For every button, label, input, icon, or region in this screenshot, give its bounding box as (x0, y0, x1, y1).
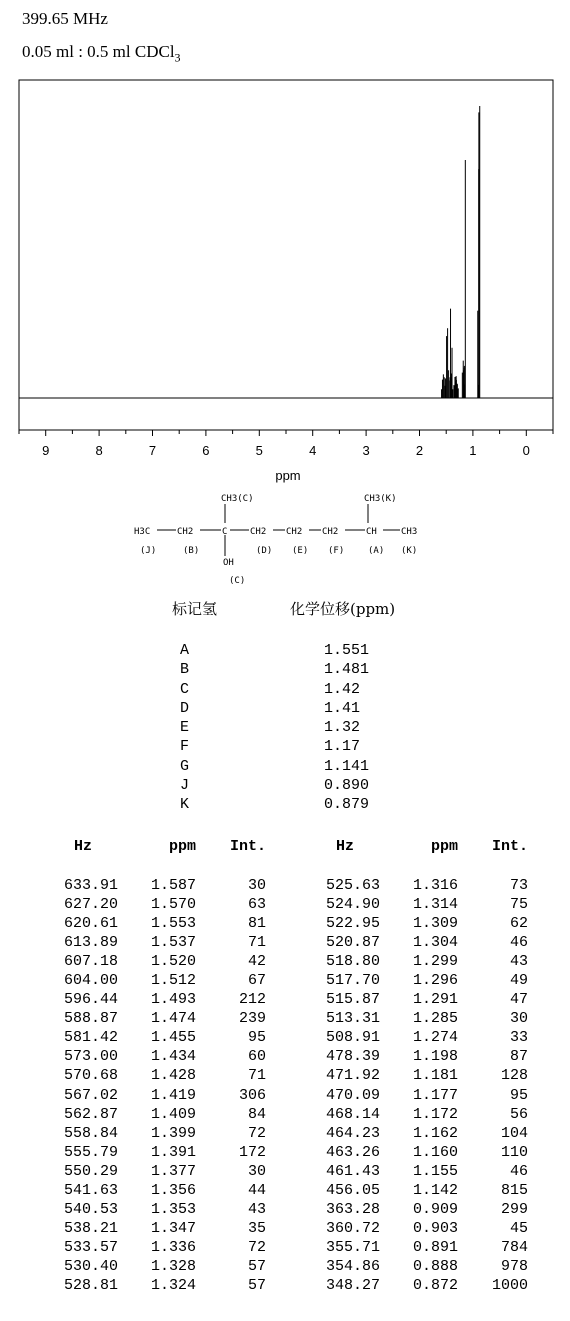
peak-table-cell: 461.43 (325, 1162, 380, 1180)
peak-table-cell: 1.512 (150, 972, 196, 990)
struct-oh: OH (223, 558, 234, 568)
peak-table-cell: 1.570 (150, 896, 196, 914)
peak-table-row (310, 1162, 528, 1181)
peak-table-cell: 0.888 (412, 1257, 458, 1275)
peak-table-cell: 570.68 (63, 1067, 118, 1085)
peak-table-row (310, 990, 528, 1009)
shift-row (180, 737, 369, 756)
solvent-subscript: 3 (174, 50, 181, 65)
peak-table-cell: 46 (509, 934, 528, 952)
peak-table-cell: 478.39 (325, 1048, 380, 1066)
peak-table-cell: 172 (238, 1143, 266, 1161)
x-tick-label: 6 (202, 443, 210, 458)
peak-table-cell: 49 (509, 972, 528, 990)
struct-ch3-k: CH3(K) (364, 494, 397, 504)
shift-row-value: 1.42 (324, 680, 361, 698)
struct-label-b: (B) (183, 546, 200, 556)
peak-table-cell: 360.72 (325, 1219, 380, 1237)
peak-table-right (310, 838, 528, 1295)
shift-row-label: J (180, 777, 190, 795)
peak-table-cell: 73 (509, 877, 528, 894)
struct-atom-8: CH3 (401, 527, 418, 537)
peak-table-row (48, 952, 266, 971)
peak-table-cell: 1.493 (150, 991, 196, 1009)
peak-table-cell: 464.23 (325, 1124, 380, 1142)
peak-table-cell: 1000 (491, 1276, 528, 1294)
peak-table-cell: 42 (247, 953, 266, 971)
peak-table-row (310, 1200, 528, 1219)
peak-table-row (310, 933, 528, 952)
shift-row-value: 0.890 (324, 777, 370, 795)
nmr-spectrum-chart (0, 0, 570, 490)
peak-table-cell: 471.92 (325, 1067, 380, 1085)
peak-table-row (48, 1162, 266, 1181)
peak-table-cell: 1.296 (412, 972, 458, 990)
peak-table-row (48, 1276, 266, 1295)
peak-table-cell: 1.356 (150, 1181, 196, 1199)
shift-row (180, 680, 369, 699)
peak-table-row (310, 1009, 528, 1028)
peak-table-cell: 30 (247, 877, 266, 894)
peak-table-cell: 1.537 (150, 934, 196, 952)
peak-table-row (48, 876, 266, 895)
peak-table-cell: 528.81 (63, 1276, 118, 1294)
struct-atom-5: CH2 (286, 527, 303, 537)
peak-table-cell: 1.434 (150, 1048, 196, 1066)
peak-table-row (310, 1181, 528, 1200)
shift-row-value: 1.41 (324, 699, 361, 717)
peak-table-header (48, 838, 266, 876)
shift-row (180, 699, 369, 718)
x-tick-label: 9 (42, 443, 50, 458)
peak-table-row (48, 1066, 266, 1085)
peak-table-header-cell: Hz (73, 838, 92, 855)
peak-table-cell: 1.353 (150, 1200, 196, 1218)
peak-table-row (310, 1143, 528, 1162)
x-tick-label: 7 (148, 443, 157, 458)
peak-table-cell: 522.95 (325, 915, 380, 933)
peak-table-cell: 515.87 (325, 991, 380, 1009)
peak-table-cell: 1.172 (412, 1105, 458, 1123)
peak-table-cell: 355.71 (325, 1238, 380, 1256)
peak-table-cell: 1.309 (412, 915, 458, 933)
peak-table-cell: 1.177 (412, 1086, 458, 1104)
peak-table-row (48, 1238, 266, 1257)
peak-table-cell: 95 (509, 1086, 528, 1104)
peak-table-left (48, 838, 266, 1295)
peak-table-cell: 57 (247, 1276, 266, 1294)
peak-table-cell: 533.57 (63, 1238, 118, 1256)
peak-table-cell: 530.40 (63, 1257, 118, 1275)
struct-atom-3: C (222, 527, 228, 537)
peak-table-cell: 1.285 (412, 1010, 458, 1028)
x-tick-label: 0 (522, 443, 530, 458)
peak-table-cell: 67 (247, 972, 266, 990)
shift-row-label: G (180, 757, 190, 775)
peak-table-cell: 46 (509, 1162, 528, 1180)
peak-table-cell: 1.155 (412, 1162, 458, 1180)
peak-table-row (310, 1066, 528, 1085)
peak-table-row (48, 971, 266, 990)
peak-table-cell: 1.377 (150, 1162, 196, 1180)
peak-table-cell: 72 (247, 1238, 266, 1256)
peak-table-cell: 56 (509, 1105, 528, 1123)
peak-table-cell: 1.274 (412, 1029, 458, 1047)
peak-table-cell: 47 (509, 991, 528, 1009)
peak-table-row (310, 971, 528, 990)
peak-table-cell: 33 (509, 1029, 528, 1047)
peak-table-cell: 468.14 (325, 1105, 380, 1123)
shift-row-label: K (180, 796, 190, 814)
peak-table-cell: 470.09 (325, 1086, 380, 1104)
peak-table-row (310, 876, 528, 895)
peak-table-row (48, 1181, 266, 1200)
shift-list (180, 641, 369, 815)
shift-row-value: 1.551 (324, 642, 370, 659)
shift-row (180, 718, 369, 737)
peak-table-row (48, 1124, 266, 1143)
peak-table-row (310, 895, 528, 914)
peak-table-cell: 620.61 (63, 915, 118, 933)
peak-table-row (310, 1047, 528, 1066)
peak-table-cell: 348.27 (325, 1276, 380, 1294)
peak-table-header-cell: ppm (168, 838, 196, 855)
peak-table-cell: 1.299 (412, 953, 458, 971)
peak-table-row (48, 1105, 266, 1124)
peak-table-cell: 0.872 (412, 1276, 458, 1294)
peak-table-cell: 815 (500, 1181, 528, 1199)
peak-table-row (48, 1200, 266, 1219)
peak-table-cell: 573.00 (63, 1048, 118, 1066)
shift-row (180, 641, 369, 660)
peak-table-cell: 306 (238, 1086, 266, 1104)
peak-table-row (48, 1257, 266, 1276)
shift-row-value: 0.879 (324, 796, 370, 814)
peak-table-cell: 513.31 (325, 1010, 380, 1028)
peak-table-cell: 524.90 (325, 896, 380, 914)
struct-label-j: (J) (140, 546, 157, 556)
peak-table-cell: 1.419 (150, 1086, 196, 1104)
peak-table-header (310, 838, 528, 876)
x-tick-label: 4 (309, 443, 317, 458)
struct-label-f: (F) (328, 546, 345, 556)
peak-table-cell: 71 (247, 1067, 266, 1085)
x-tick-label: 5 (255, 443, 263, 458)
peak-table-cell: 43 (509, 953, 528, 971)
peak-table-cell: 1.399 (150, 1124, 196, 1142)
peak-table-cell: 555.79 (63, 1143, 118, 1161)
peak-table-cell: 613.89 (63, 934, 118, 952)
peak-table-cell: 239 (238, 1010, 266, 1028)
peak-table-cell: 35 (247, 1219, 266, 1237)
peak-table-row (48, 1009, 266, 1028)
struct-label-e: (E) (292, 546, 309, 556)
peak-table-cell: 1.198 (412, 1048, 458, 1066)
shift-row-label: F (180, 738, 190, 756)
peak-table-cell: 95 (247, 1029, 266, 1047)
peak-table-row (310, 1028, 528, 1047)
peak-table-cell: 212 (238, 991, 266, 1009)
peak-table-cell: 71 (247, 934, 266, 952)
peak-table-cell: 72 (247, 1124, 266, 1142)
peak-table-cell: 1.428 (150, 1067, 196, 1085)
peak-table-row (310, 1238, 528, 1257)
peak-table-cell: 81 (247, 915, 266, 933)
peak-table-cell: 1.160 (412, 1143, 458, 1161)
peak-table-cell: 627.20 (63, 896, 118, 914)
peak-table-row (310, 1257, 528, 1276)
peak-table-cell: 508.91 (325, 1029, 380, 1047)
peak-table-cell: 1.347 (150, 1219, 196, 1237)
peak-table-cell: 581.42 (63, 1029, 118, 1047)
peak-table-cell: 63 (247, 896, 266, 914)
peak-table-cell: 607.18 (63, 953, 118, 971)
x-axis-label: ppm (275, 468, 301, 483)
struct-atom-6: CH2 (322, 527, 339, 537)
x-tick-label: 8 (95, 443, 103, 458)
peak-table-cell: 567.02 (63, 1086, 118, 1104)
peak-table-cell: 558.84 (63, 1124, 118, 1142)
peak-table-cell: 518.80 (325, 953, 380, 971)
peak-table-row (310, 1219, 528, 1238)
x-tick-label: 1 (469, 443, 477, 458)
shift-row-label: C (180, 680, 190, 698)
solvent-text: 0.05 ml : 0.5 ml CDCl (22, 42, 175, 61)
peak-table-cell: 538.21 (63, 1219, 118, 1237)
peak-table-cell: 520.87 (325, 934, 380, 952)
peak-table-cell: 1.336 (150, 1238, 196, 1256)
peak-table-row (48, 1028, 266, 1047)
peak-table-cell: 588.87 (63, 1010, 118, 1028)
struct-atom-4: CH2 (250, 527, 267, 537)
peak-table-cell: 463.26 (325, 1143, 380, 1161)
peak-table-cell: 1.316 (412, 877, 458, 894)
peak-table-cell: 0.891 (412, 1238, 458, 1256)
peak-table-cell: 1.587 (150, 877, 196, 894)
peak-table-cell: 84 (247, 1105, 266, 1123)
struct-atom-7: CH (366, 527, 377, 537)
x-tick-label: 3 (362, 443, 370, 458)
peak-table-cell: 104 (500, 1124, 528, 1142)
shift-row (180, 660, 369, 679)
peak-table-cell: 87 (509, 1048, 528, 1066)
peak-table-header-cell: Hz (335, 838, 354, 855)
peak-table-cell: 62 (509, 915, 528, 933)
peak-table-cell: 363.28 (325, 1200, 380, 1218)
peak-table-row (48, 1047, 266, 1066)
spectrometer-frequency: 399.65 MHz (22, 9, 108, 28)
peak-table-cell: 60 (247, 1048, 266, 1066)
peak-table-cell: 562.87 (63, 1105, 118, 1123)
struct-oh-label: (C) (229, 576, 246, 586)
peak-table-cell: 30 (247, 1162, 266, 1180)
peak-table-cell: 1.553 (150, 915, 196, 933)
peak-table-cell: 299 (500, 1200, 528, 1218)
shift-row-value: 1.17 (324, 738, 361, 756)
peak-table-cell: 75 (509, 896, 528, 914)
peak-table-cell: 1.391 (150, 1143, 196, 1161)
shift-header-ppm: 化学位移(ppm) (290, 600, 396, 618)
shift-row-value: 1.32 (324, 719, 361, 737)
peak-table-cell: 43 (247, 1200, 266, 1218)
peak-table-row (310, 1105, 528, 1124)
peak-table-cell: 110 (500, 1143, 528, 1161)
peak-table-cell: 1.324 (150, 1276, 196, 1294)
peak-table-cell: 604.00 (63, 972, 118, 990)
peak-table-cell: 1.142 (412, 1181, 458, 1199)
shift-header-label: 标记氢 (172, 600, 218, 618)
peak-table-cell: 45 (509, 1219, 528, 1237)
struct-atom-1: H3C (134, 527, 151, 537)
peak-table-cell: 1.474 (150, 1010, 196, 1028)
peak-table-cell: 1.520 (150, 953, 196, 971)
peak-table-cell: 1.304 (412, 934, 458, 952)
peak-table-cell: 1.314 (412, 896, 458, 914)
peak-table-row (310, 1276, 528, 1295)
peak-table-row (48, 895, 266, 914)
peak-table-header-cell: Int. (229, 838, 266, 855)
peak-table-cell: 1.291 (412, 991, 458, 1009)
peak-table-cell: 978 (500, 1257, 528, 1275)
peak-table-row (310, 914, 528, 933)
shift-row (180, 757, 369, 776)
shift-row-value: 1.141 (324, 757, 370, 775)
peak-table-row (48, 990, 266, 1009)
peak-table-row (310, 952, 528, 971)
shift-row (180, 776, 369, 795)
shift-row (180, 795, 369, 814)
struct-ch3-c: CH3(C) (221, 494, 254, 504)
peak-table-row (48, 1143, 266, 1162)
peak-table-cell: 1.181 (412, 1067, 458, 1085)
struct-atom-2: CH2 (177, 527, 194, 537)
peak-table-cell: 456.05 (325, 1181, 380, 1199)
peak-table-cell: 525.63 (325, 877, 380, 894)
molecule-structure (0, 485, 570, 590)
plot-frame (19, 80, 553, 430)
peak-table-cell: 596.44 (63, 991, 118, 1009)
struct-label-a: (A) (368, 546, 385, 556)
peak-table-cell: 541.63 (63, 1181, 118, 1199)
shift-row-label: D (180, 699, 190, 717)
peak-table-cell: 784 (500, 1238, 528, 1256)
peak-table-header-cell: ppm (430, 838, 458, 855)
peak-table-cell: 44 (247, 1181, 266, 1199)
peak-table-cell: 540.53 (63, 1200, 118, 1218)
peak-table-cell: 1.455 (150, 1029, 196, 1047)
peak-table-cell: 57 (247, 1257, 266, 1275)
peak-table-header-cell: Int. (491, 838, 528, 855)
peak-table-cell: 1.409 (150, 1105, 196, 1123)
peak-table-cell: 550.29 (63, 1162, 118, 1180)
struct-label-d: (D) (256, 546, 273, 556)
peak-table-cell: 0.909 (412, 1200, 458, 1218)
peak-table-cell: 517.70 (325, 972, 380, 990)
peak-table-cell: 128 (500, 1067, 528, 1085)
peak-table-row (48, 914, 266, 933)
shift-row-label: A (180, 642, 190, 659)
peak-table-cell: 1.162 (412, 1124, 458, 1142)
shift-row-label: B (180, 661, 190, 679)
shift-row-label: E (180, 719, 190, 737)
peak-table-row (48, 1086, 266, 1105)
peak-table-cell: 1.328 (150, 1257, 196, 1275)
peak-table-row (310, 1124, 528, 1143)
shift-row-value: 1.481 (324, 661, 370, 679)
peak-table-cell: 30 (509, 1010, 528, 1028)
peak-table-row (310, 1086, 528, 1105)
peak-table-cell: 633.91 (63, 877, 118, 894)
peak-table-cell: 354.86 (325, 1257, 380, 1275)
peak-table-cell: 0.903 (412, 1219, 458, 1237)
peak-table-row (48, 1219, 266, 1238)
struct-label-k: (K) (401, 546, 418, 556)
peak-table-row (48, 933, 266, 952)
x-tick-label: 2 (415, 443, 424, 458)
